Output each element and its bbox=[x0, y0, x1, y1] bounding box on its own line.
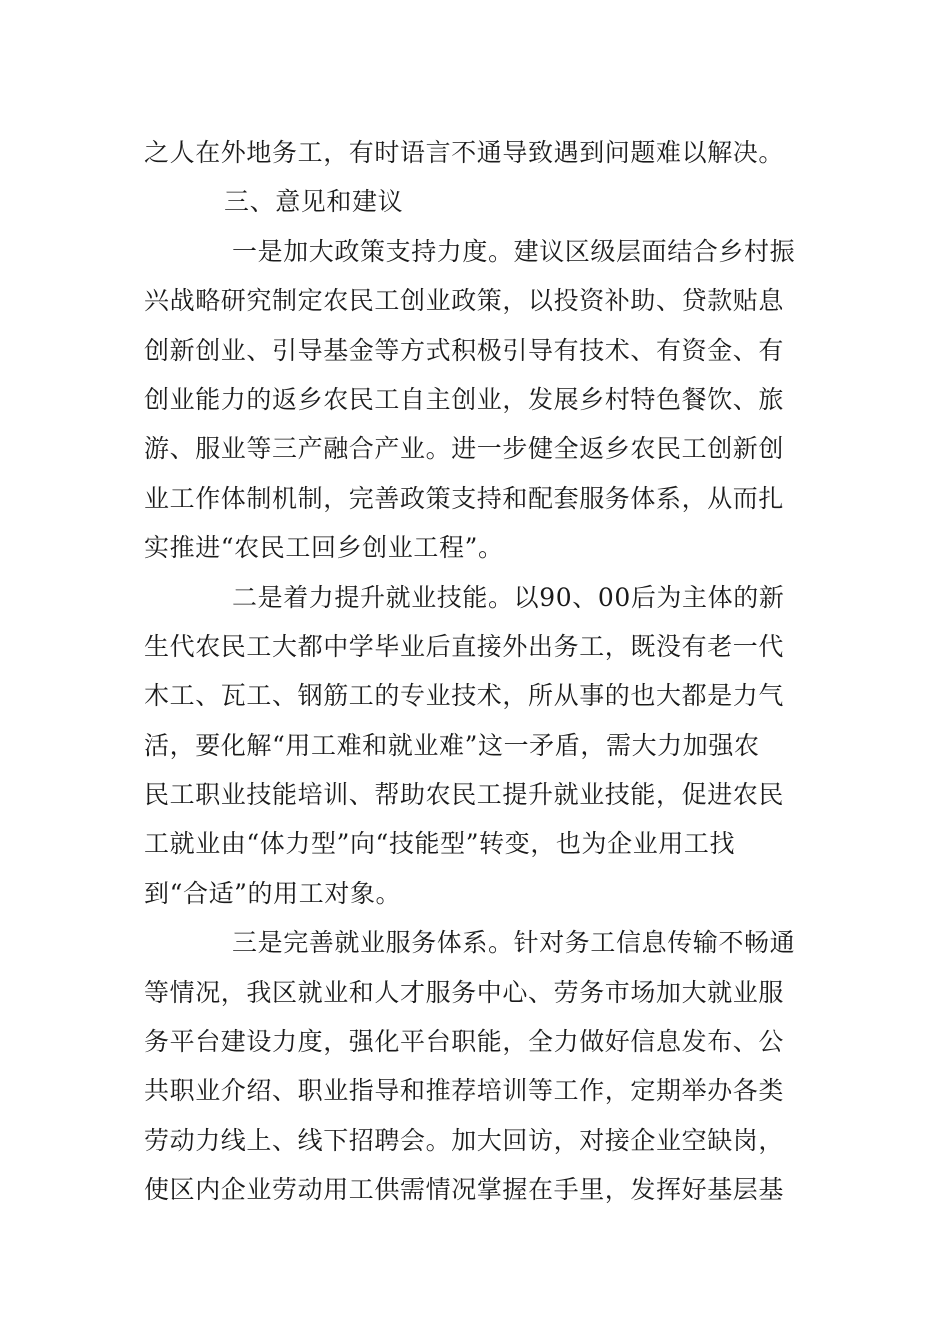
body-line: 民工职业技能培训、帮助农民工提升就业技能，促进农民 bbox=[144, 780, 785, 810]
document-body bbox=[144, 128, 808, 1215]
body-line: 到“合适”的用工对象。 bbox=[144, 878, 402, 908]
body-line: 务平台建设力度，强化平台职能，全力做好信息发布、公 bbox=[144, 1027, 785, 1057]
paragraph-first-line: 一是加大政策支持力度。建议区级层面结合乡村振 bbox=[232, 236, 796, 266]
paragraph-first-line: 三是完善就业服务体系。针对务工信息传输不畅通 bbox=[232, 928, 796, 958]
body-line: 创新创业、引导基金等方式积极引导有技术、有资金、有 bbox=[144, 335, 785, 365]
body-line: 之人在外地务工，有时语言不通导致遇到问题难以解决。 bbox=[144, 138, 785, 167]
body-line: 兴战略研究制定农民工创业政策，以投资补助、贷款贴息 bbox=[144, 286, 785, 316]
body-line: 创业能力的返乡农民工自主创业，发展乡村特色餐饮、旅 bbox=[144, 384, 785, 414]
body-line: 生代农民工大都中学毕业后直接外出务工，既没有老一代 bbox=[144, 631, 785, 661]
body-line: 活，要化解“用工难和就业难”这一矛盾，需大力加强农 bbox=[144, 730, 760, 760]
body-line: 共职业介绍、职业指导和推荐培训等工作，定期举办各类 bbox=[144, 1076, 785, 1106]
body-line: 实推进“农民工回乡创业工程”。 bbox=[144, 533, 504, 563]
body-line: 劳动力线上、线下招聘会。加大回访，对接企业空缺岗， bbox=[144, 1125, 785, 1155]
body-line: 木工、瓦工、钢筋工的专业技术，所从事的也大都是力气 bbox=[144, 681, 785, 711]
body-line: 业工作体制机制，完善政策支持和配套服务体系，从而扎 bbox=[144, 483, 785, 513]
section-heading: 三、意见和建议 bbox=[224, 187, 404, 217]
body-line: 游、服业等三产融合产业。进一步健全返乡农民工创新创 bbox=[144, 434, 785, 464]
body-line: 等情况，我区就业和人才服务中心、劳务市场加大就业服 bbox=[144, 977, 785, 1007]
body-line: 使区内企业劳动用工供需情况掌握在手里，发挥好基层基 bbox=[144, 1175, 785, 1205]
body-line: 工就业由“体力型”向“技能型”转变，也为企业用工找 bbox=[144, 829, 736, 859]
paragraph-first-line: 二是着力提升就业技能。以90、00后为主体的新 bbox=[232, 582, 785, 612]
